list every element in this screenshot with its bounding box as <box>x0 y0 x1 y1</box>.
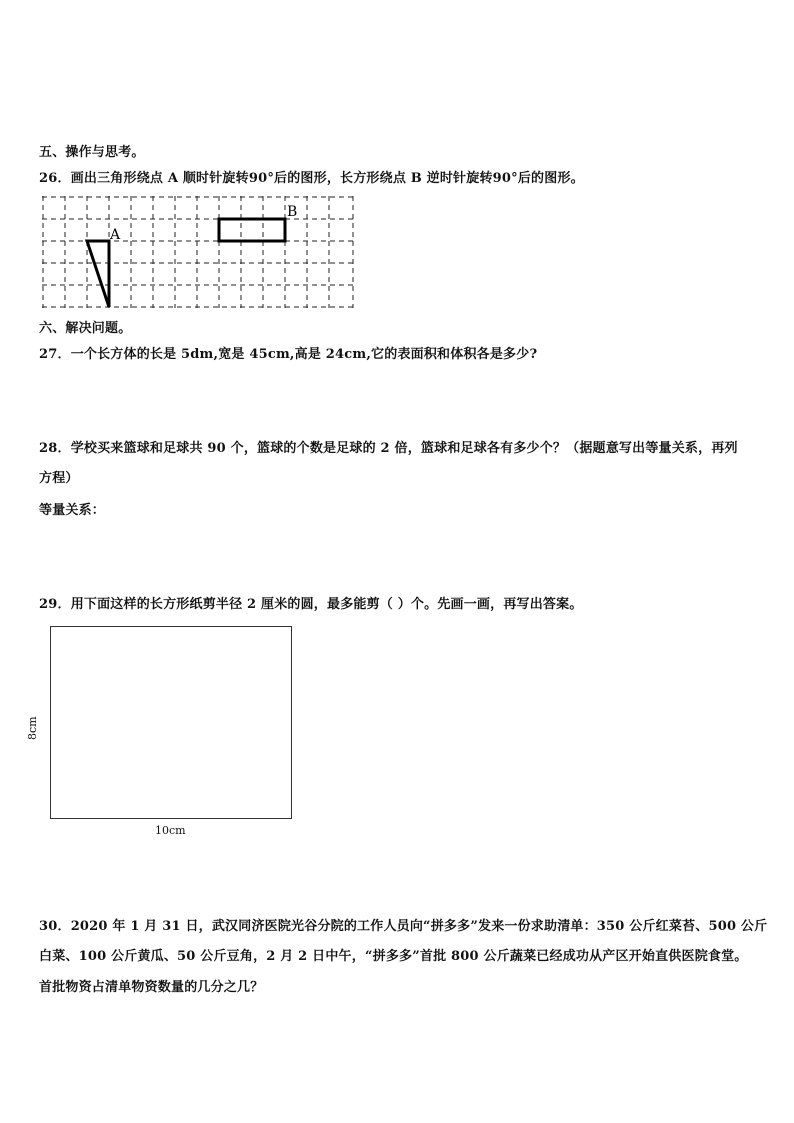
point-b-label: B <box>287 204 298 220</box>
section-5-heading: 五、操作与思考。 <box>39 145 145 160</box>
rotation-grid-figure <box>42 196 354 308</box>
question-30-text-line2: 白菜、100 公斤黄瓜、50 公斤豆角，2 月 2 日中午，“拼多多”首批 800 公斤蔬菜已经成功从产区开始直供医院食堂。 <box>39 949 748 964</box>
rectangle-shape <box>219 219 285 241</box>
paper-rectangle-figure <box>50 626 292 819</box>
grid-lines <box>42 196 354 308</box>
question-30-text-line3: 首批物资占清单物资数量的几分之几？ <box>39 980 264 995</box>
question-28-text-line1: 28．学校买来篮球和足球共 90 个，篮球的个数是足球的 2 倍，篮球和足球各有多少个？（据题意写出等量关系，再列 <box>39 441 738 456</box>
equal-relation-label: 等量关系： <box>39 503 106 518</box>
width-dimension-label: 10cm <box>155 824 186 837</box>
section-6-heading: 六、解决问题。 <box>39 321 132 336</box>
question-27-text: 27．一个长方体的长是 5dm,宽是 45cm,高是 24cm,它的表面积和体积各是多少? <box>39 347 538 362</box>
point-a-label: A <box>110 227 121 243</box>
question-30-text-line1: 30．2020 年 1 月 31 日，武汉同济医院光谷分院的工作人员向“拼多多”发来一份求助清单：350 公斤红菜苔、500 公斤 <box>39 919 768 934</box>
question-29-text: 29．用下面这样的长方形纸剪半径 2 厘米的圆，最多能剪（ ）个。先画一画，再写出答案。 <box>39 597 583 612</box>
question-26-text: 26．画出三角形绕点 A 顺时针旋转90°后的图形，长方形绕点 B 逆时针旋转90°后的图形。 <box>39 171 584 186</box>
height-dimension-label: 8cm <box>26 716 39 740</box>
question-28-text-line2: 方程） <box>39 471 79 486</box>
triangle-shape <box>87 241 109 307</box>
